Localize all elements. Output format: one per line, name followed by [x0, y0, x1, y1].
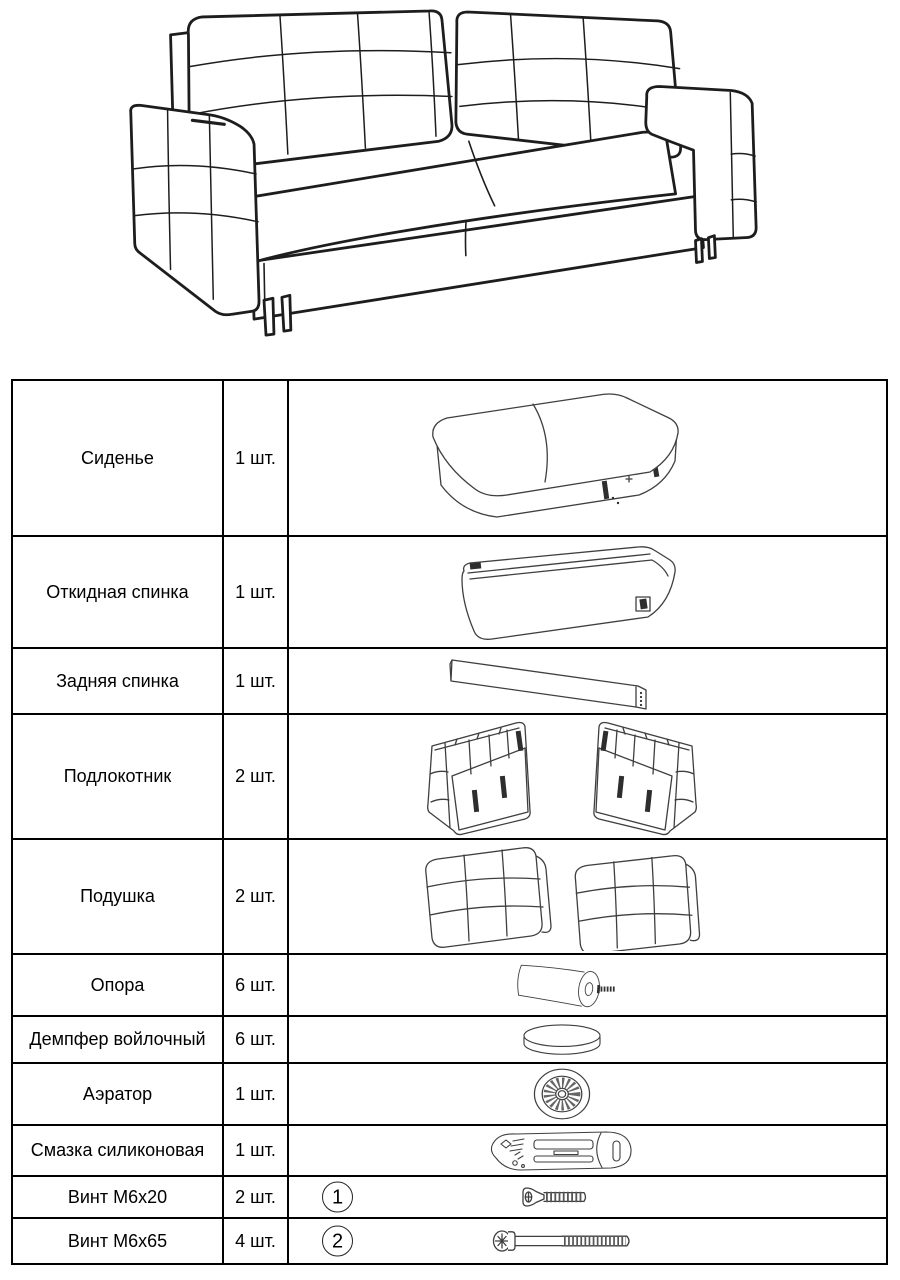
part-name: Сиденье	[13, 381, 224, 535]
table-row-rear-back-panel	[13, 647, 886, 713]
part-illustration-cell	[289, 1219, 886, 1263]
table-row-folding-backrest	[13, 535, 886, 647]
table-row-aerator	[13, 1062, 886, 1124]
table-row-felt-damper	[13, 1015, 886, 1062]
part-illustration-cell	[289, 1064, 886, 1124]
aerator-illustration	[529, 1065, 595, 1123]
part-qty: 1 шт.	[224, 1126, 289, 1175]
part-illustration-cell	[289, 537, 886, 647]
part-qty: 6 шт.	[224, 1017, 289, 1062]
screw-m6x20-illustration	[518, 1184, 606, 1210]
table-row-armrest	[13, 713, 886, 838]
part-name: Винт М6х20	[13, 1177, 224, 1217]
table-row-seat	[13, 381, 886, 535]
screw-2-marker: 2	[322, 1226, 353, 1257]
support-leg-illustration	[482, 957, 642, 1013]
part-name: Задняя спинка	[13, 649, 224, 713]
part-qty: 6 шт.	[224, 955, 289, 1015]
armrest-pair-illustration	[417, 718, 707, 836]
part-illustration-cell	[289, 1177, 886, 1217]
part-illustration-cell	[289, 1017, 886, 1062]
parts-table	[11, 379, 888, 1265]
part-name: Аэратор	[13, 1064, 224, 1124]
screw-m6x65-illustration	[491, 1228, 633, 1254]
part-qty: 1 шт.	[224, 537, 289, 647]
sofa-line-drawing	[112, 5, 760, 348]
table-row-screw-m6x65	[13, 1217, 886, 1263]
rear-back-panel-illustration	[422, 652, 702, 710]
part-qty: 1 шт.	[224, 649, 289, 713]
seat-illustration	[407, 385, 717, 531]
part-illustration-cell	[289, 715, 886, 838]
part-illustration-cell	[289, 840, 886, 953]
part-qty: 2 шт.	[224, 715, 289, 838]
part-illustration-cell	[289, 1126, 886, 1175]
part-qty: 4 шт.	[224, 1219, 289, 1263]
cushion-pair-illustration	[412, 843, 712, 951]
part-illustration-cell	[289, 381, 886, 535]
screw-1-marker: 1	[322, 1182, 353, 1213]
part-name: Винт М6х65	[13, 1219, 224, 1263]
part-qty: 2 шт.	[224, 1177, 289, 1217]
part-name: Смазка силиконовая	[13, 1126, 224, 1175]
part-qty: 1 шт.	[224, 1064, 289, 1124]
table-row-silicone-grease	[13, 1124, 886, 1175]
part-name: Демпфер войлочный	[13, 1017, 224, 1062]
part-qty: 2 шт.	[224, 840, 289, 953]
table-row-cushion	[13, 838, 886, 953]
table-row-support-leg	[13, 953, 886, 1015]
silicone-grease-illustration	[486, 1128, 638, 1174]
part-name: Подушка	[13, 840, 224, 953]
table-row-screw-m6x20	[13, 1175, 886, 1217]
folding-backrest-illustration	[412, 541, 712, 643]
part-illustration-cell	[289, 955, 886, 1015]
part-name: Откидная спинка	[13, 537, 224, 647]
part-name: Подлокотник	[13, 715, 224, 838]
part-qty: 1 шт.	[224, 381, 289, 535]
felt-damper-illustration	[502, 1021, 622, 1059]
part-illustration-cell	[289, 649, 886, 713]
sofa-illustration	[112, 5, 760, 348]
part-name: Опора	[13, 955, 224, 1015]
